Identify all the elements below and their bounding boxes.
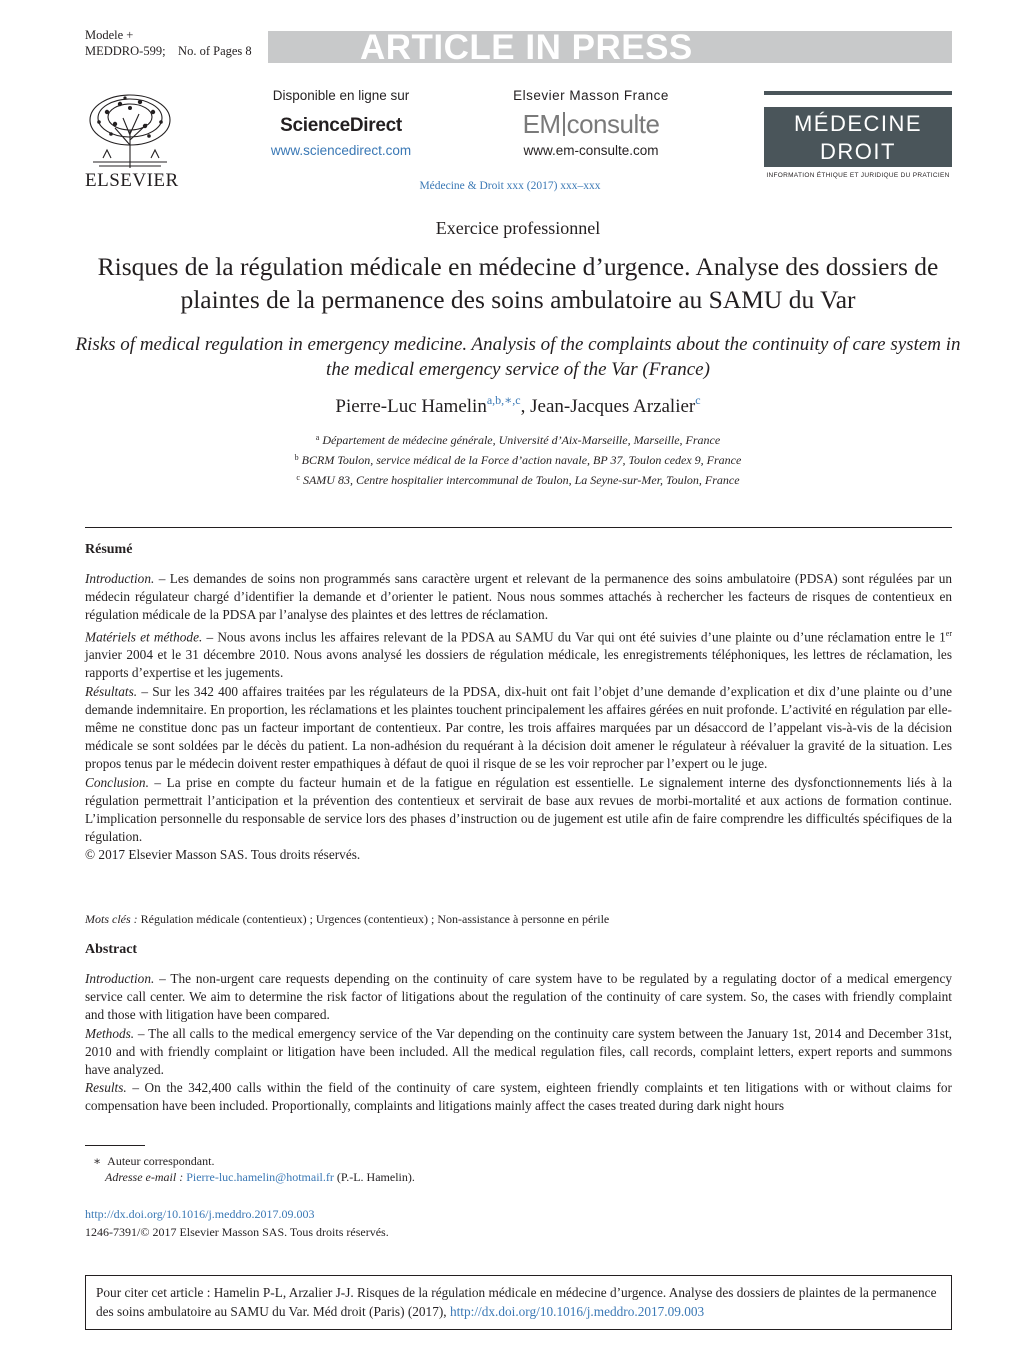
keywords-line: [85, 912, 952, 927]
resume-conclusion: [85, 774, 952, 847]
elsevier-wordmark: ELSEVIER: [85, 170, 179, 191]
citation-box: [85, 1275, 952, 1330]
author-list: [0, 393, 1020, 418]
affiliation-text: BCRM Toulon, service médical de la Force d’action navale, BP 37, Toulon cedex 9, France: [301, 453, 742, 467]
resume-body: [85, 570, 952, 865]
affiliation-mark: b: [294, 453, 299, 462]
sciencedirect-logo: ScienceDirect: [280, 115, 402, 136]
abstract-body: [85, 970, 952, 1116]
affiliation-text: Département de médecine générale, Université d’Aix-Marseille, Marseille, France: [322, 433, 721, 447]
author-name: Pierre-Luc Hamelin: [335, 396, 487, 417]
md-logo-box: [764, 107, 952, 167]
author-affil-marks[interactable]: a,b,∗,c: [486, 393, 521, 407]
footnote-rule: [85, 1145, 145, 1146]
email-label: Adresse e-mail :: [105, 1170, 184, 1184]
affiliation-mark: c: [296, 473, 300, 482]
resume-methods: [85, 625, 952, 683]
superscript: er: [945, 628, 952, 638]
md-logo-rule: [764, 91, 952, 95]
paragraph-text: – Sur les 342 400 affaires traitées par les régulateurs de la PDSA, dix-huit ont fait l’objet d’une demande d’explication et dix d’une plainte ou d’une demande indemnitaire. En proportion, les réclamations et les plaintes touchent principalement les affaires gérées en nuit profonde. L’activité en régulation par elle-même ne constitue donc pas un facteur important de contentieux. Par contre, les trois affaires marquées par un désaccord de l’appelant vis-à-vis de la décision médicale se sont soldées par le décès du patient. La non-adhésion du requérant à la décision doit amener le régulateur à réévaluer la gravité de la situation. Les propos tenus par le médecin doivent rester empathiques à défaut de quoi il risque de se les voir reprocher par l’expert ou le juge.: [85, 683, 952, 772]
banner-text: ARTICLE IN PRESS: [360, 28, 693, 67]
affiliation-item: [0, 449, 1020, 469]
author-separator: ,: [520, 396, 531, 417]
sciencedirect-link[interactable]: www.sciencedirect.com: [270, 143, 412, 158]
md-logo-subtitle: INFORMATION ÉTHIQUE ET JURIDIQUE DU PRATICIEN: [766, 172, 950, 179]
medecine-droit-logo: [764, 91, 952, 179]
header-divider: [85, 527, 952, 528]
keywords-label: Mots clés :: [85, 912, 138, 926]
md-logo-line1: MÉDECINE: [793, 111, 923, 136]
resume-results: [85, 683, 952, 774]
affiliation-item: [0, 429, 1020, 449]
issn-copyright: 1246-7391/© 2017 Elsevier Masson SAS. Tous droits réservés.: [85, 1225, 389, 1239]
journal-citation-line: Médecine & Droit xxx (2017) xxx–xxx: [419, 180, 601, 192]
article-subtitle: Risks of medical regulation in emergency medicine. Analysis of the complaints about the continuity of care system in the medical emergency service of the Var (France): [75, 334, 961, 380]
md-logo-line2: DROIT: [820, 139, 896, 164]
paragraph-label: Introduction.: [85, 571, 155, 586]
affiliation-mark: a: [315, 433, 320, 442]
paragraph-text: – Les demandes de soins non programmés sans caractère urgent et relevant de la permanence des soins ambulatoire (PDSA) sont régulées par un médecin régulateur chargé d’identifier la demande et d’orienter le patient. Nous nous sommes attachés à rechercher les facteurs de risques de contentieux en régulation médicale de la PDSA par l’analyse des plaintes et des lettres de réclamation.: [85, 571, 952, 623]
paragraph-label: Résultats.: [85, 683, 138, 699]
em-logo-left: EM: [522, 109, 561, 139]
resume-copyright: © 2017 Elsevier Masson SAS. Tous droits réservés.: [85, 847, 361, 863]
article-title: Risques de la régulation médicale en médecine d’urgence. Analyse des dossiers de plaintes de la permanence des soins ambulatoire au SAMU du Var: [97, 252, 939, 314]
paragraph-text: – On the 342,400 calls within the field of the continuity of care system, eighteen friendly complaints et ten litigations with or without claims for compensation have been included. Proportionally, complaints and litigations mainly affect the cases treated during dark night hours: [85, 1080, 952, 1114]
author-name: Jean-Jacques Arzalier: [530, 396, 696, 417]
paragraph-label: Matériels et méthode.: [85, 629, 203, 645]
citation-text: Pour citer cet article : Hamelin P-L, Arzalier J-J. Risques de la régulation médicale en médecine d’urgence. Analyse des dossiers de plaintes de la permanence des soins ambulatoire au SAMU du Var. Méd droit (Paris) (2017),: [96, 1285, 937, 1319]
corresponding-author-note: [93, 1153, 214, 1170]
author-affil-marks[interactable]: c: [695, 393, 701, 407]
elsevier-logo: [85, 90, 177, 190]
email-note: [105, 1169, 415, 1186]
sd-available-label: Disponible en ligne sur: [272, 88, 410, 103]
abstract-introduction: [85, 970, 952, 1025]
emconsulte-link[interactable]: www.em-consulte.com: [523, 143, 659, 158]
abstract-methods: [85, 1025, 952, 1080]
email-suffix: (P.-L. Hamelin).: [333, 1170, 415, 1184]
paragraph-label: Conclusion.: [85, 774, 149, 790]
paragraph-label: Introduction.: [85, 971, 155, 986]
resume-heading: Résumé: [85, 542, 133, 557]
manuscript-meta: [85, 27, 252, 59]
affiliation-text: SAMU 83, Centre hospitalier intercommunal de Toulon, La Seyne-sur-Mer, Toulon, France: [302, 473, 740, 487]
email-link[interactable]: Pierre-luc.hamelin@hotmail.fr: [186, 1170, 334, 1184]
abstract-results: [85, 1079, 952, 1115]
sciencedirect-block: [246, 88, 436, 158]
paragraph-text: – The all calls to the medical emergency service of the Var depending on the continuity care system between the January 1st, 2014 and December 31st, 2010 and with friendly complaint or litigation have been included. All the medical regulation files, call records, complaint letters, expert reports and summons have analyzed.: [85, 1025, 952, 1078]
affiliation-list: [0, 429, 1020, 489]
emconsulte-block: [496, 88, 686, 158]
doi-link[interactable]: http://dx.doi.org/10.1016/j.meddro.2017.09.003: [85, 1207, 315, 1221]
paragraph-text: – La prise en compte du facteur humain et de la fatigue en régulation est essentielle. Le signalement interne des dysfonctionnements liés à la régulation permettrait l’anticipation et la prévention des contentieux et servirait de base aux revues de morbi-mortalité et aux actions de formation continue. L’implication personnelle du responsable de service lors des phases d’instruction ou de jugement est utile afin de faire comprendre les difficultés spécifiques de la régulation.: [85, 774, 952, 845]
citation-doi-link[interactable]: http://dx.doi.org/10.1016/j.meddro.2017.09.003: [449, 1304, 705, 1319]
em-publisher-label: Elsevier Masson France: [513, 88, 669, 103]
abstract-heading: Abstract: [85, 942, 138, 957]
footnote-text: Auteur correspondant.: [107, 1154, 215, 1168]
em-logo-divider: [563, 112, 565, 136]
paragraph-text: – The non-urgent care requests depending on the continuity of care system have to be regulated by a regulating doctor of a medical emergency service call center. We aim to determine the risk factor of litigations about the regulation of the continuity of care system. So, the cases with friendly complaint and those with litigation have been compared.: [85, 971, 952, 1023]
article-in-press-banner: [268, 28, 952, 67]
resume-introduction: [85, 570, 952, 625]
emconsulte-logo: [496, 109, 686, 139]
section-label: Exercice professionnel: [435, 218, 601, 238]
em-logo-right: consulte: [566, 109, 660, 139]
paragraph-text: janvier 2004 et le 31 décembre 2010. Nous avons analysé les dossiers de régulation médicale, les enregistrements téléphoniques, les lettres de réclamation, les rapports d’expertise et les jugements.: [85, 647, 952, 681]
keywords-text: Régulation médicale (contentieux) ; Urgences (contentieux) ; Non-assistance à personne en périle: [137, 912, 610, 926]
paragraph-label: Methods.: [85, 1025, 135, 1041]
manuscript-ref: MEDDRO-599; No. of Pages 8: [85, 44, 252, 58]
paragraph-text: – Nous avons inclus les affaires relevant de la PDSA au SAMU du Var qui ont été suivies d’une plainte ou d’une réclamation entre le 1: [202, 629, 946, 645]
modele-label: Modele +: [85, 28, 134, 42]
footnote-mark: ∗: [93, 1154, 102, 1168]
affiliation-item: [0, 469, 1020, 489]
elsevier-tree-icon: [85, 90, 175, 170]
paragraph-label: Results.: [85, 1080, 127, 1096]
